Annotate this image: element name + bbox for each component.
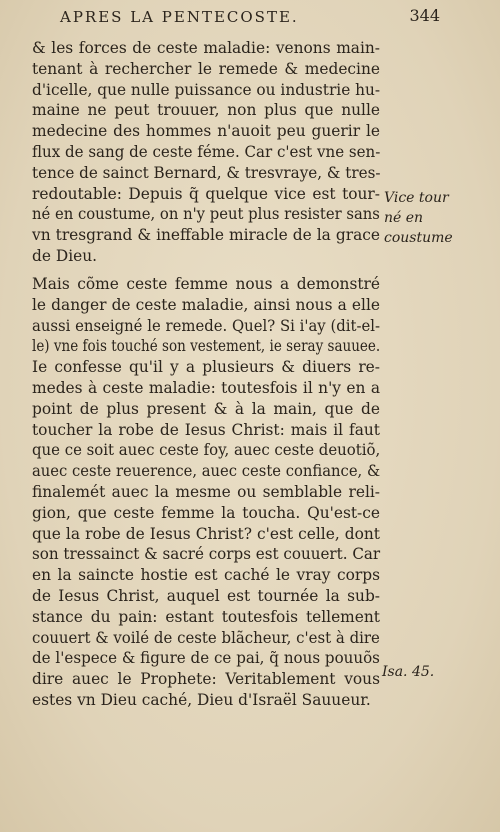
- text-line: medes à ceste maladie: toutesfois il n'y en a: [32, 378, 380, 397]
- text-line: vn tresgrand & ineffable miracle de la grace: [32, 226, 380, 245]
- running-title: APRES LA PENTECOSTE.: [60, 8, 299, 26]
- text-line: auec ceste reuerence, auec ceste confiance, &: [32, 462, 381, 481]
- text-line: tenant à rechercher le remede & medecine: [32, 59, 380, 78]
- text-line: finalemét auec la mesme ou semblable reli-: [32, 482, 380, 501]
- text-line: que la robe de Iesus Christ? c'est celle, dont: [32, 524, 380, 543]
- text-line: gion, que ceste femme la toucha. Qu'est-ce: [32, 503, 380, 522]
- text-line: son tressainct & sacré corps est couuert. Car: [32, 545, 381, 564]
- text-line: point de plus present & à la main, que de: [32, 399, 380, 418]
- paragraph-2: [32, 274, 380, 711]
- margin-note-line: Vice tour: [384, 190, 449, 206]
- text-line: medecine des hommes n'auoit peu guerir le: [32, 122, 380, 141]
- text-line: le danger de ceste maladie, ainsi nous a elle: [32, 295, 380, 314]
- text-line: & les forces de ceste maladie: venons main-: [32, 39, 380, 57]
- text-line: que ce soit auec ceste foy, auec ceste deuotiõ,: [32, 441, 381, 460]
- text-line: Mais cõme ceste femme nous a demonstré: [32, 275, 380, 293]
- text-line: de Dieu.: [32, 246, 98, 265]
- paragraph-1: [32, 38, 380, 267]
- text-line: né en coustume, on n'y peut plus resister sans: [32, 205, 380, 224]
- margin-note-isaiah: [382, 662, 482, 682]
- text-line: couuert & voilé de ceste blãcheur, c'est à dire: [32, 628, 380, 647]
- text-line: toucher la robe de Iesus Christ: mais il faut: [32, 420, 380, 439]
- text-line: estes vn Dieu caché, Dieu d'Israël Sauueur.: [32, 690, 371, 709]
- text-line: redoutable: Depuis q̃ quelque vice est tour-: [32, 184, 380, 203]
- margin-note-line: Isa. 45.: [382, 664, 435, 680]
- text-line: de l'espece & figure de ce pai, q̃ nous pouuõs: [32, 649, 380, 668]
- text-line: tence de sainct Bernard, & tresvraye, & tres-: [32, 163, 381, 182]
- margin-note-vice: [384, 188, 484, 248]
- margin-note-line: né en: [384, 210, 424, 226]
- text-line: Ie confesse qu'il y a plusieurs & diuers re-: [32, 358, 380, 377]
- text-line: le) vne fois touché son vestement, ie seray sauuee.: [32, 337, 381, 356]
- page-header: [60, 4, 440, 30]
- text-line: de Iesus Christ, auquel est tournée la sub-: [32, 586, 380, 605]
- text-line: stance du pain: estant toutesfois tellement: [32, 607, 380, 626]
- text-line: dire auec le Prophete: Veritablement vous: [32, 670, 380, 689]
- text-line: d'icelle, que nulle puissance ou industrie hu-: [32, 80, 381, 99]
- page-number: 344: [409, 6, 440, 25]
- text-line: maine ne peut trouuer, non plus que nulle: [32, 101, 380, 120]
- text-line: en la saincte hostie est caché le vray corps: [32, 566, 380, 585]
- text-line: aussi enseigné le remede. Quel? Si i'ay (dit-el-: [32, 316, 381, 335]
- text-line: flux de sang de ceste féme. Car c'est vne sen-: [32, 142, 381, 161]
- margin-note-line: coustume: [384, 230, 453, 246]
